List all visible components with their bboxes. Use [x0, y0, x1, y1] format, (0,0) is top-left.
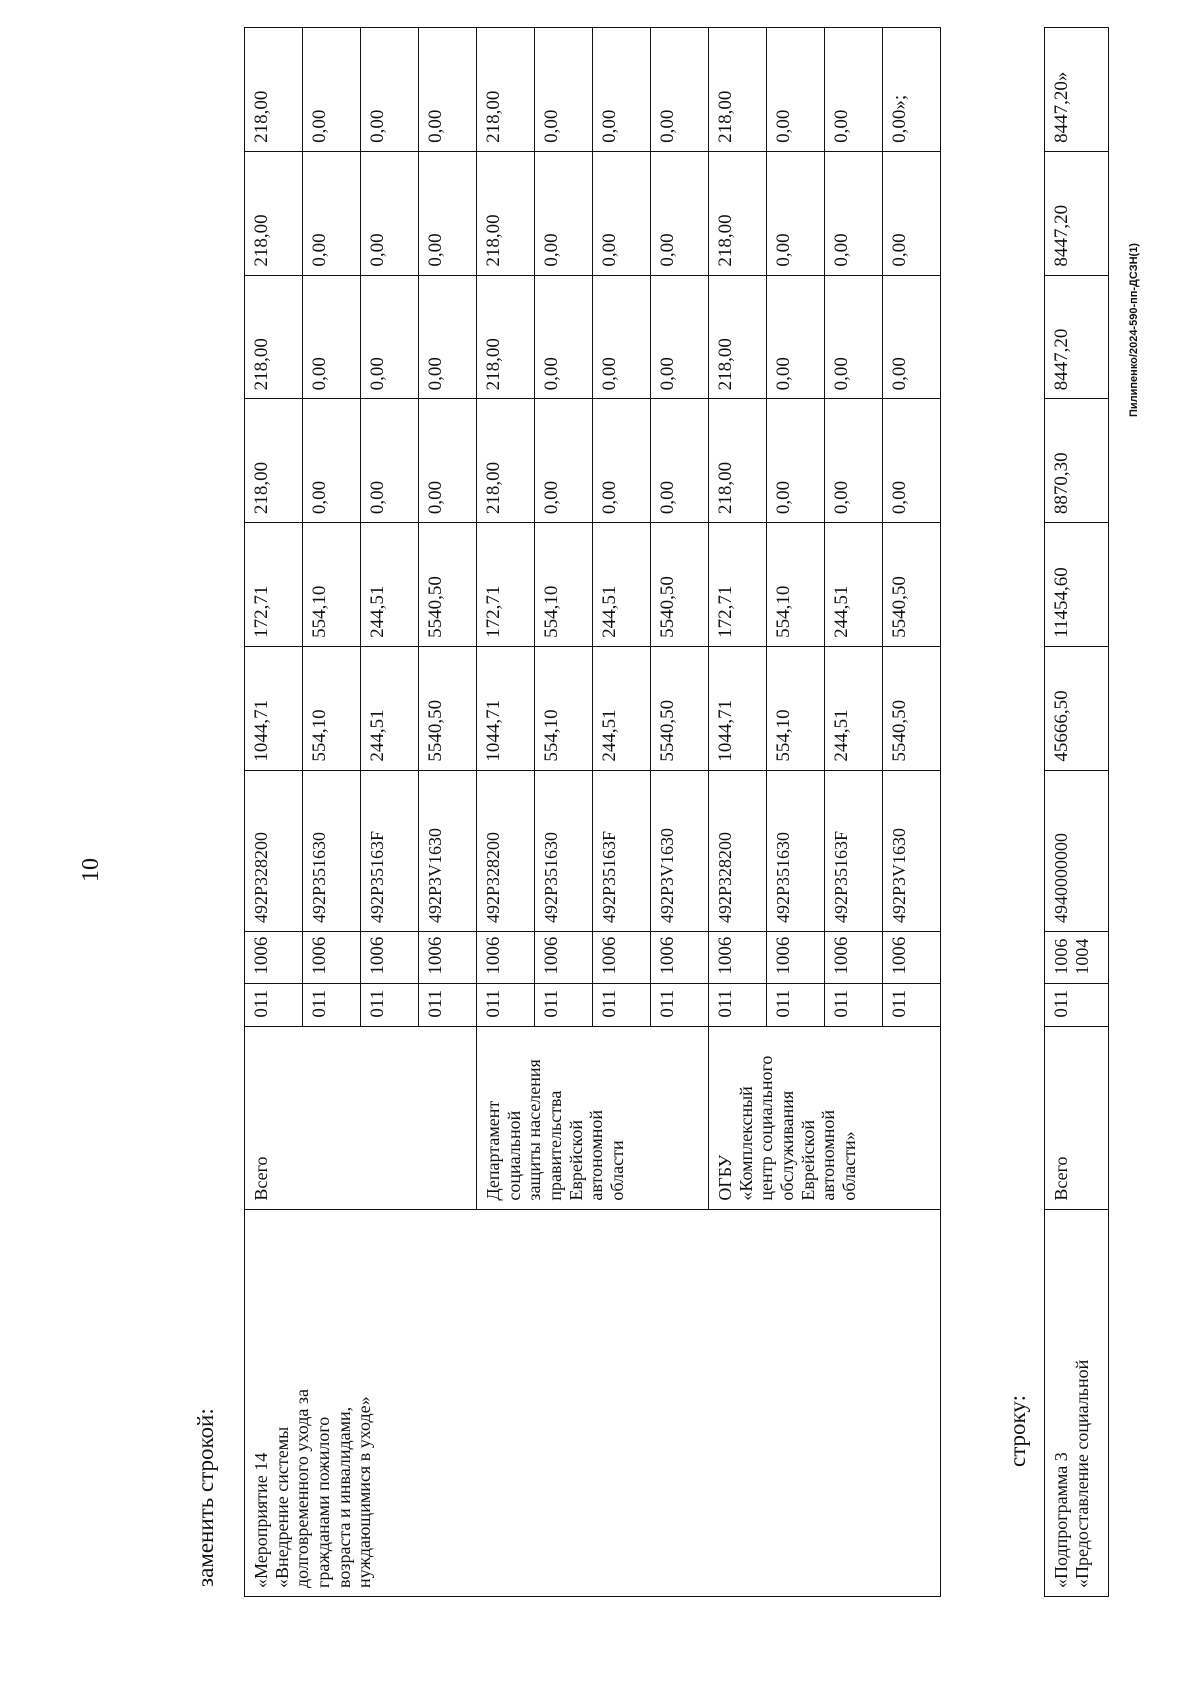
admin-code-cell: 011	[593, 983, 651, 1026]
table-row	[245, 28, 303, 1597]
admin-code-cell: 011	[651, 983, 709, 1026]
year-3-cell: 0,00	[825, 275, 883, 399]
year-4-cell: 0,00	[303, 151, 361, 275]
year-5-cell: 0,00	[535, 28, 593, 152]
page-number: 10	[78, 858, 104, 882]
year-2-cell: 218,00	[709, 399, 767, 523]
year-1-cell: 554,10	[535, 523, 593, 647]
year-2-cell: 0,00	[883, 399, 941, 523]
year-2-cell: 0,00	[825, 399, 883, 523]
year-5-cell: 0,00	[361, 28, 419, 152]
document-code: Пилипенко/2024-590-пп-ДСЗН(1)	[1128, 243, 1140, 417]
total-amount-cell: 5540,50	[883, 646, 941, 770]
executor-cell: Департамент социальной защиты населения правительства Еврейской автономной области	[477, 1026, 709, 1209]
year-5-cell: 0,00»;	[883, 28, 941, 152]
year-4-cell: 0,00	[593, 151, 651, 275]
year-1-cell: 244,51	[593, 523, 651, 647]
executor-cell: ОГБУ «Комплексный центр социального обслуживания Еврейской автономной области»	[709, 1026, 941, 1209]
total-amount-cell: 1044,71	[709, 646, 767, 770]
year-3-cell: 0,00	[883, 275, 941, 399]
year-5-cell: 0,00	[825, 28, 883, 152]
section-code-cell: 1006	[825, 931, 883, 983]
year-1-cell: 244,51	[361, 523, 419, 647]
target-article-cell: 492P3V1630	[419, 770, 477, 931]
year-5-cell: 218,00	[709, 28, 767, 152]
section-code-cell: 1006	[593, 931, 651, 983]
admin-code-cell: 011	[767, 983, 825, 1026]
year-4-cell: 0,00	[535, 151, 593, 275]
total-amount-cell: 244,51	[361, 646, 419, 770]
year-5-cell: 0,00	[303, 28, 361, 152]
replace-instruction: заменить строкой:	[193, 1408, 218, 1587]
total-amount-cell: 554,10	[535, 646, 593, 770]
year-2-cell: 0,00	[535, 399, 593, 523]
year-3-cell: 0,00	[535, 275, 593, 399]
target-article-cell: 492P351630	[767, 770, 825, 931]
year-3-cell: 0,00	[593, 275, 651, 399]
year-2-cell: 0,00	[361, 399, 419, 523]
year-2-cell: 8870,30	[1045, 399, 1109, 523]
target-article-cell: 492P3V1630	[651, 770, 709, 931]
year-5-cell: 218,00	[245, 28, 303, 152]
year-3-cell: 0,00	[767, 275, 825, 399]
year-1-cell: 244,51	[825, 523, 883, 647]
year-2-cell: 0,00	[303, 399, 361, 523]
year-4-cell: 0,00	[419, 151, 477, 275]
section-code-cell: 1006	[303, 931, 361, 983]
year-1-cell: 554,10	[767, 523, 825, 647]
admin-code-cell: 011	[709, 983, 767, 1026]
year-3-cell: 8447,20	[1045, 275, 1109, 399]
year-1-cell: 554,10	[303, 523, 361, 647]
target-article-cell: 492P35163F	[593, 770, 651, 931]
section-code-cell: 1006	[419, 931, 477, 983]
year-3-cell: 0,00	[419, 275, 477, 399]
year-1-cell: 5540,50	[419, 523, 477, 647]
year-5-cell: 8447,20»	[1045, 28, 1109, 152]
executor-cell: Всего	[245, 1026, 477, 1209]
year-3-cell: 218,00	[709, 275, 767, 399]
total-amount-cell: 1044,71	[245, 646, 303, 770]
year-3-cell: 218,00	[245, 275, 303, 399]
year-1-cell: 5540,50	[883, 523, 941, 647]
year-5-cell: 0,00	[593, 28, 651, 152]
year-5-cell: 0,00	[767, 28, 825, 152]
table-row	[1045, 28, 1109, 1597]
year-1-cell: 172,71	[709, 523, 767, 647]
executor-cell: Всего	[1045, 1026, 1109, 1209]
activity-name-cell: «Подпрограмма 3 «Предоставление социальной	[1045, 1209, 1109, 1596]
year-4-cell: 218,00	[477, 151, 535, 275]
admin-code-cell: 011	[361, 983, 419, 1026]
year-3-cell: 0,00	[361, 275, 419, 399]
year-2-cell: 0,00	[767, 399, 825, 523]
admin-code-cell: 011	[883, 983, 941, 1026]
year-3-cell: 0,00	[303, 275, 361, 399]
next-row-table	[1044, 27, 1109, 1597]
total-amount-cell: 45666,50	[1045, 646, 1109, 770]
total-amount-cell: 1044,71	[477, 646, 535, 770]
target-article-cell: 492P35163F	[361, 770, 419, 931]
target-article-cell: 492P328200	[245, 770, 303, 931]
section-code-cell: 1006 1004	[1045, 931, 1109, 983]
section-code-cell: 1006	[361, 931, 419, 983]
year-2-cell: 0,00	[593, 399, 651, 523]
admin-code-cell: 011	[419, 983, 477, 1026]
admin-code-cell: 011	[477, 983, 535, 1026]
section-code-cell: 1006	[883, 931, 941, 983]
year-5-cell: 218,00	[477, 28, 535, 152]
activity-name-cell: «Мероприятие 14 «Внедрение системы долговременного ухода за гражданами пожилого возраста и инвалидами, нуждающимися в уходе»	[245, 1209, 941, 1596]
year-4-cell: 0,00	[825, 151, 883, 275]
year-4-cell: 0,00	[361, 151, 419, 275]
target-article-cell: 492P351630	[535, 770, 593, 931]
year-4-cell: 218,00	[709, 151, 767, 275]
total-amount-cell: 5540,50	[651, 646, 709, 770]
year-3-cell: 218,00	[477, 275, 535, 399]
section-code-cell: 1006	[767, 931, 825, 983]
year-1-cell: 11454,60	[1045, 523, 1109, 647]
admin-code-cell: 011	[535, 983, 593, 1026]
section-code-cell: 1006	[651, 931, 709, 983]
year-2-cell: 0,00	[651, 399, 709, 523]
total-amount-cell: 554,10	[767, 646, 825, 770]
section-code-cell: 1006	[477, 931, 535, 983]
year-4-cell: 0,00	[651, 151, 709, 275]
year-3-cell: 0,00	[651, 275, 709, 399]
target-article-cell: 492P351630	[303, 770, 361, 931]
target-article-cell: 492P328200	[709, 770, 767, 931]
year-4-cell: 8447,20	[1045, 151, 1109, 275]
target-article-cell: 4940000000	[1045, 770, 1109, 931]
year-4-cell: 218,00	[245, 151, 303, 275]
admin-code-cell: 011	[303, 983, 361, 1026]
year-2-cell: 218,00	[245, 399, 303, 523]
target-article-cell: 492P35163F	[825, 770, 883, 931]
year-1-cell: 172,71	[477, 523, 535, 647]
total-amount-cell: 244,51	[825, 646, 883, 770]
target-article-cell: 492P3V1630	[883, 770, 941, 931]
total-amount-cell: 554,10	[303, 646, 361, 770]
section-code-cell: 1006	[535, 931, 593, 983]
admin-code-cell: 011	[825, 983, 883, 1026]
replacement-table	[244, 27, 941, 1597]
section-code-cell: 1006	[709, 931, 767, 983]
year-4-cell: 0,00	[883, 151, 941, 275]
target-article-cell: 492P328200	[477, 770, 535, 931]
year-2-cell: 0,00	[419, 399, 477, 523]
section-code-cell: 1006	[245, 931, 303, 983]
year-1-cell: 5540,50	[651, 523, 709, 647]
year-1-cell: 172,71	[245, 523, 303, 647]
admin-code-cell: 011	[1045, 983, 1109, 1026]
line-instruction: строку:	[1005, 1395, 1030, 1467]
year-4-cell: 0,00	[767, 151, 825, 275]
total-amount-cell: 5540,50	[419, 646, 477, 770]
year-5-cell: 0,00	[419, 28, 477, 152]
total-amount-cell: 244,51	[593, 646, 651, 770]
admin-code-cell: 011	[245, 983, 303, 1026]
year-5-cell: 0,00	[651, 28, 709, 152]
year-2-cell: 218,00	[477, 399, 535, 523]
